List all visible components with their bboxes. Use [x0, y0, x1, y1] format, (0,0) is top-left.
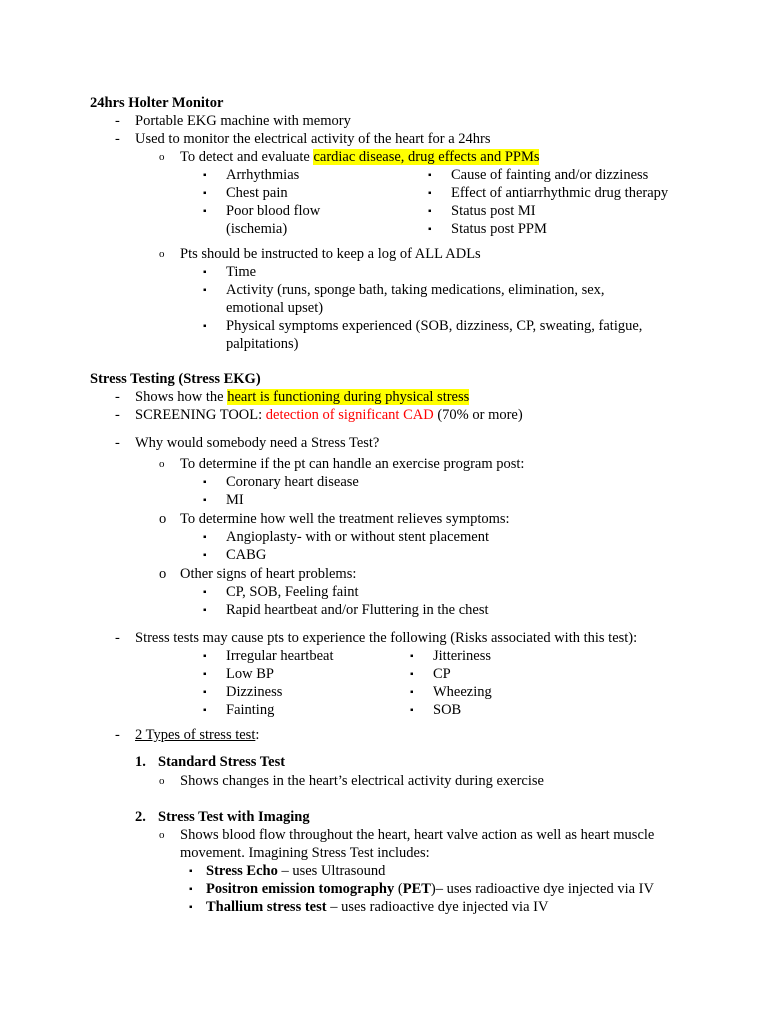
holter-log-line: Pts should be instructed to keep a log of ALL ADLs — [180, 246, 481, 262]
square-bullet: ▪ — [203, 267, 207, 278]
square-bullet: ▪ — [203, 587, 207, 598]
stress-reason-item: MI — [226, 492, 244, 508]
square-bullet: ▪ — [203, 651, 207, 662]
holter-dash-2: Used to monitor the electrical activity of the heart for a 24hrs — [135, 131, 491, 147]
square-bullet: ▪ — [203, 705, 207, 716]
risk-left-item: Low BP — [226, 666, 274, 682]
stress-reason-item: Coronary heart disease — [226, 474, 359, 490]
dash-marker: - — [115, 407, 120, 423]
holter-left-item: Poor blood flow — [226, 203, 321, 219]
type-1-desc: Shows changes in the heart’s electrical activity during exercise — [180, 773, 544, 789]
stress-why-line: Why would somebody need a Stress Test? — [135, 435, 380, 451]
dash-marker: - — [115, 435, 120, 451]
stress-reason-item: Rapid heartbeat and/or Fluttering in the chest — [226, 602, 489, 618]
holter-log-item: Physical symptoms experienced (SOB, dizziness, CP, sweating, fatigue, — [226, 318, 643, 334]
type-1-title: Standard Stress Test — [158, 754, 286, 770]
holter-right-item: Status post MI — [451, 203, 536, 219]
holter-detect-line: To detect and evaluate cardiac disease, drug effects and PPMs — [180, 149, 540, 165]
square-bullet: ▪ — [189, 902, 193, 913]
holter-left-item: Arrhythmias — [226, 167, 300, 183]
circle-marker: o — [159, 511, 167, 527]
square-bullet: ▪ — [428, 170, 432, 181]
dash-marker: - — [115, 389, 120, 405]
type-2-title: Stress Test with Imaging — [158, 809, 310, 825]
square-bullet: ▪ — [203, 550, 207, 561]
circle-marker: o — [159, 829, 165, 841]
holter-log-item: emotional upset) — [226, 300, 324, 316]
circle-marker: o — [159, 566, 167, 582]
holter-right-item: Effect of antiarrhythmic drug therapy — [451, 185, 669, 201]
stress-reason-item: Angioplasty- with or without stent placement — [226, 529, 489, 545]
risk-left-item: Irregular heartbeat — [226, 648, 334, 664]
dash-marker: - — [115, 131, 120, 147]
stress-shows-line: Shows how the heart is functioning during physical stress — [135, 389, 470, 405]
holter-log-item: palpitations) — [226, 336, 299, 352]
square-bullet: ▪ — [410, 651, 414, 662]
circle-marker: o — [159, 775, 165, 787]
square-bullet: ▪ — [428, 188, 432, 199]
square-bullet: ▪ — [189, 884, 193, 895]
square-bullet: ▪ — [203, 285, 207, 296]
stress-reason-3: Other signs of heart problems: — [180, 566, 357, 582]
square-bullet: ▪ — [203, 188, 207, 199]
square-bullet: ▪ — [410, 669, 414, 680]
type-2-desc-line-2: movement. Imagining Stress Test includes: — [180, 845, 430, 861]
stress-heading: Stress Testing (Stress EKG) — [90, 371, 261, 387]
dash-marker: - — [115, 727, 120, 743]
square-bullet: ▪ — [410, 705, 414, 716]
square-bullet: ▪ — [203, 669, 207, 680]
stress-reason-1: To determine if the pt can handle an exercise program post: — [180, 456, 525, 472]
square-bullet: ▪ — [203, 206, 207, 217]
square-bullet: ▪ — [203, 605, 207, 616]
square-bullet: ▪ — [203, 170, 207, 181]
square-bullet: ▪ — [203, 321, 207, 332]
highlight: heart is functioning during physical stress — [227, 389, 470, 405]
type-1-number: 1. — [135, 754, 146, 770]
type-2-number: 2. — [135, 809, 146, 825]
risk-right-item: Wheezing — [433, 684, 492, 700]
square-bullet: ▪ — [203, 532, 207, 543]
imaging-item-1: Stress Echo – uses Ultrasound — [206, 863, 386, 879]
risk-left-item: Fainting — [226, 702, 275, 718]
square-bullet: ▪ — [410, 687, 414, 698]
square-bullet: ▪ — [428, 206, 432, 217]
dash-marker: - — [115, 113, 120, 129]
risk-left-item: Dizziness — [226, 684, 283, 700]
imaging-item-2: Positron emission tomography (PET)– uses radioactive dye injected via IV — [206, 881, 654, 897]
imaging-item-3: Thallium stress test – uses radioactive dye injected via IV — [206, 899, 549, 915]
circle-marker: o — [159, 248, 165, 260]
red-text: detection of significant CAD — [265, 407, 434, 423]
risk-right-item: Jitteriness — [433, 648, 491, 664]
dash-marker: - — [115, 630, 120, 646]
square-bullet: ▪ — [203, 495, 207, 506]
circle-marker: o — [159, 458, 165, 470]
square-bullet: ▪ — [203, 477, 207, 488]
risk-right-item: SOB — [433, 702, 462, 718]
holter-dash-1: Portable EKG machine with memory — [135, 113, 351, 129]
circle-marker: o — [159, 151, 165, 163]
square-bullet: ▪ — [428, 224, 432, 235]
holter-left-item: (ischemia) — [226, 221, 288, 237]
square-bullet: ▪ — [203, 687, 207, 698]
square-bullet: ▪ — [189, 866, 193, 877]
types-line: 2 Types of stress test: — [135, 727, 260, 743]
stress-reason-item: CABG — [226, 547, 267, 563]
stress-reason-item: CP, SOB, Feeling faint — [226, 584, 359, 600]
type-2-desc-line-1: Shows blood flow throughout the heart, heart valve action as well as heart muscle — [180, 827, 655, 843]
stress-screening-line: SCREENING TOOL: detection of significant CAD (70% or more) — [135, 407, 523, 423]
stress-reason-2: To determine how well the treatment relieves symptoms: — [180, 511, 510, 527]
holter-left-item: Chest pain — [226, 185, 288, 201]
highlight: cardiac disease, drug effects and PPMs — [313, 149, 540, 165]
holter-right-item: Cause of fainting and/or dizziness — [451, 167, 649, 183]
holter-right-item: Status post PPM — [451, 221, 547, 237]
risk-right-item: CP — [433, 666, 451, 682]
stress-risks-line: Stress tests may cause pts to experience the following (Risks associated with this test): — [135, 630, 638, 646]
holter-log-item: Activity (runs, sponge bath, taking medications, elimination, sex, — [226, 282, 605, 298]
holter-log-item: Time — [226, 264, 257, 280]
holter-heading: 24hrs Holter Monitor — [90, 95, 224, 111]
